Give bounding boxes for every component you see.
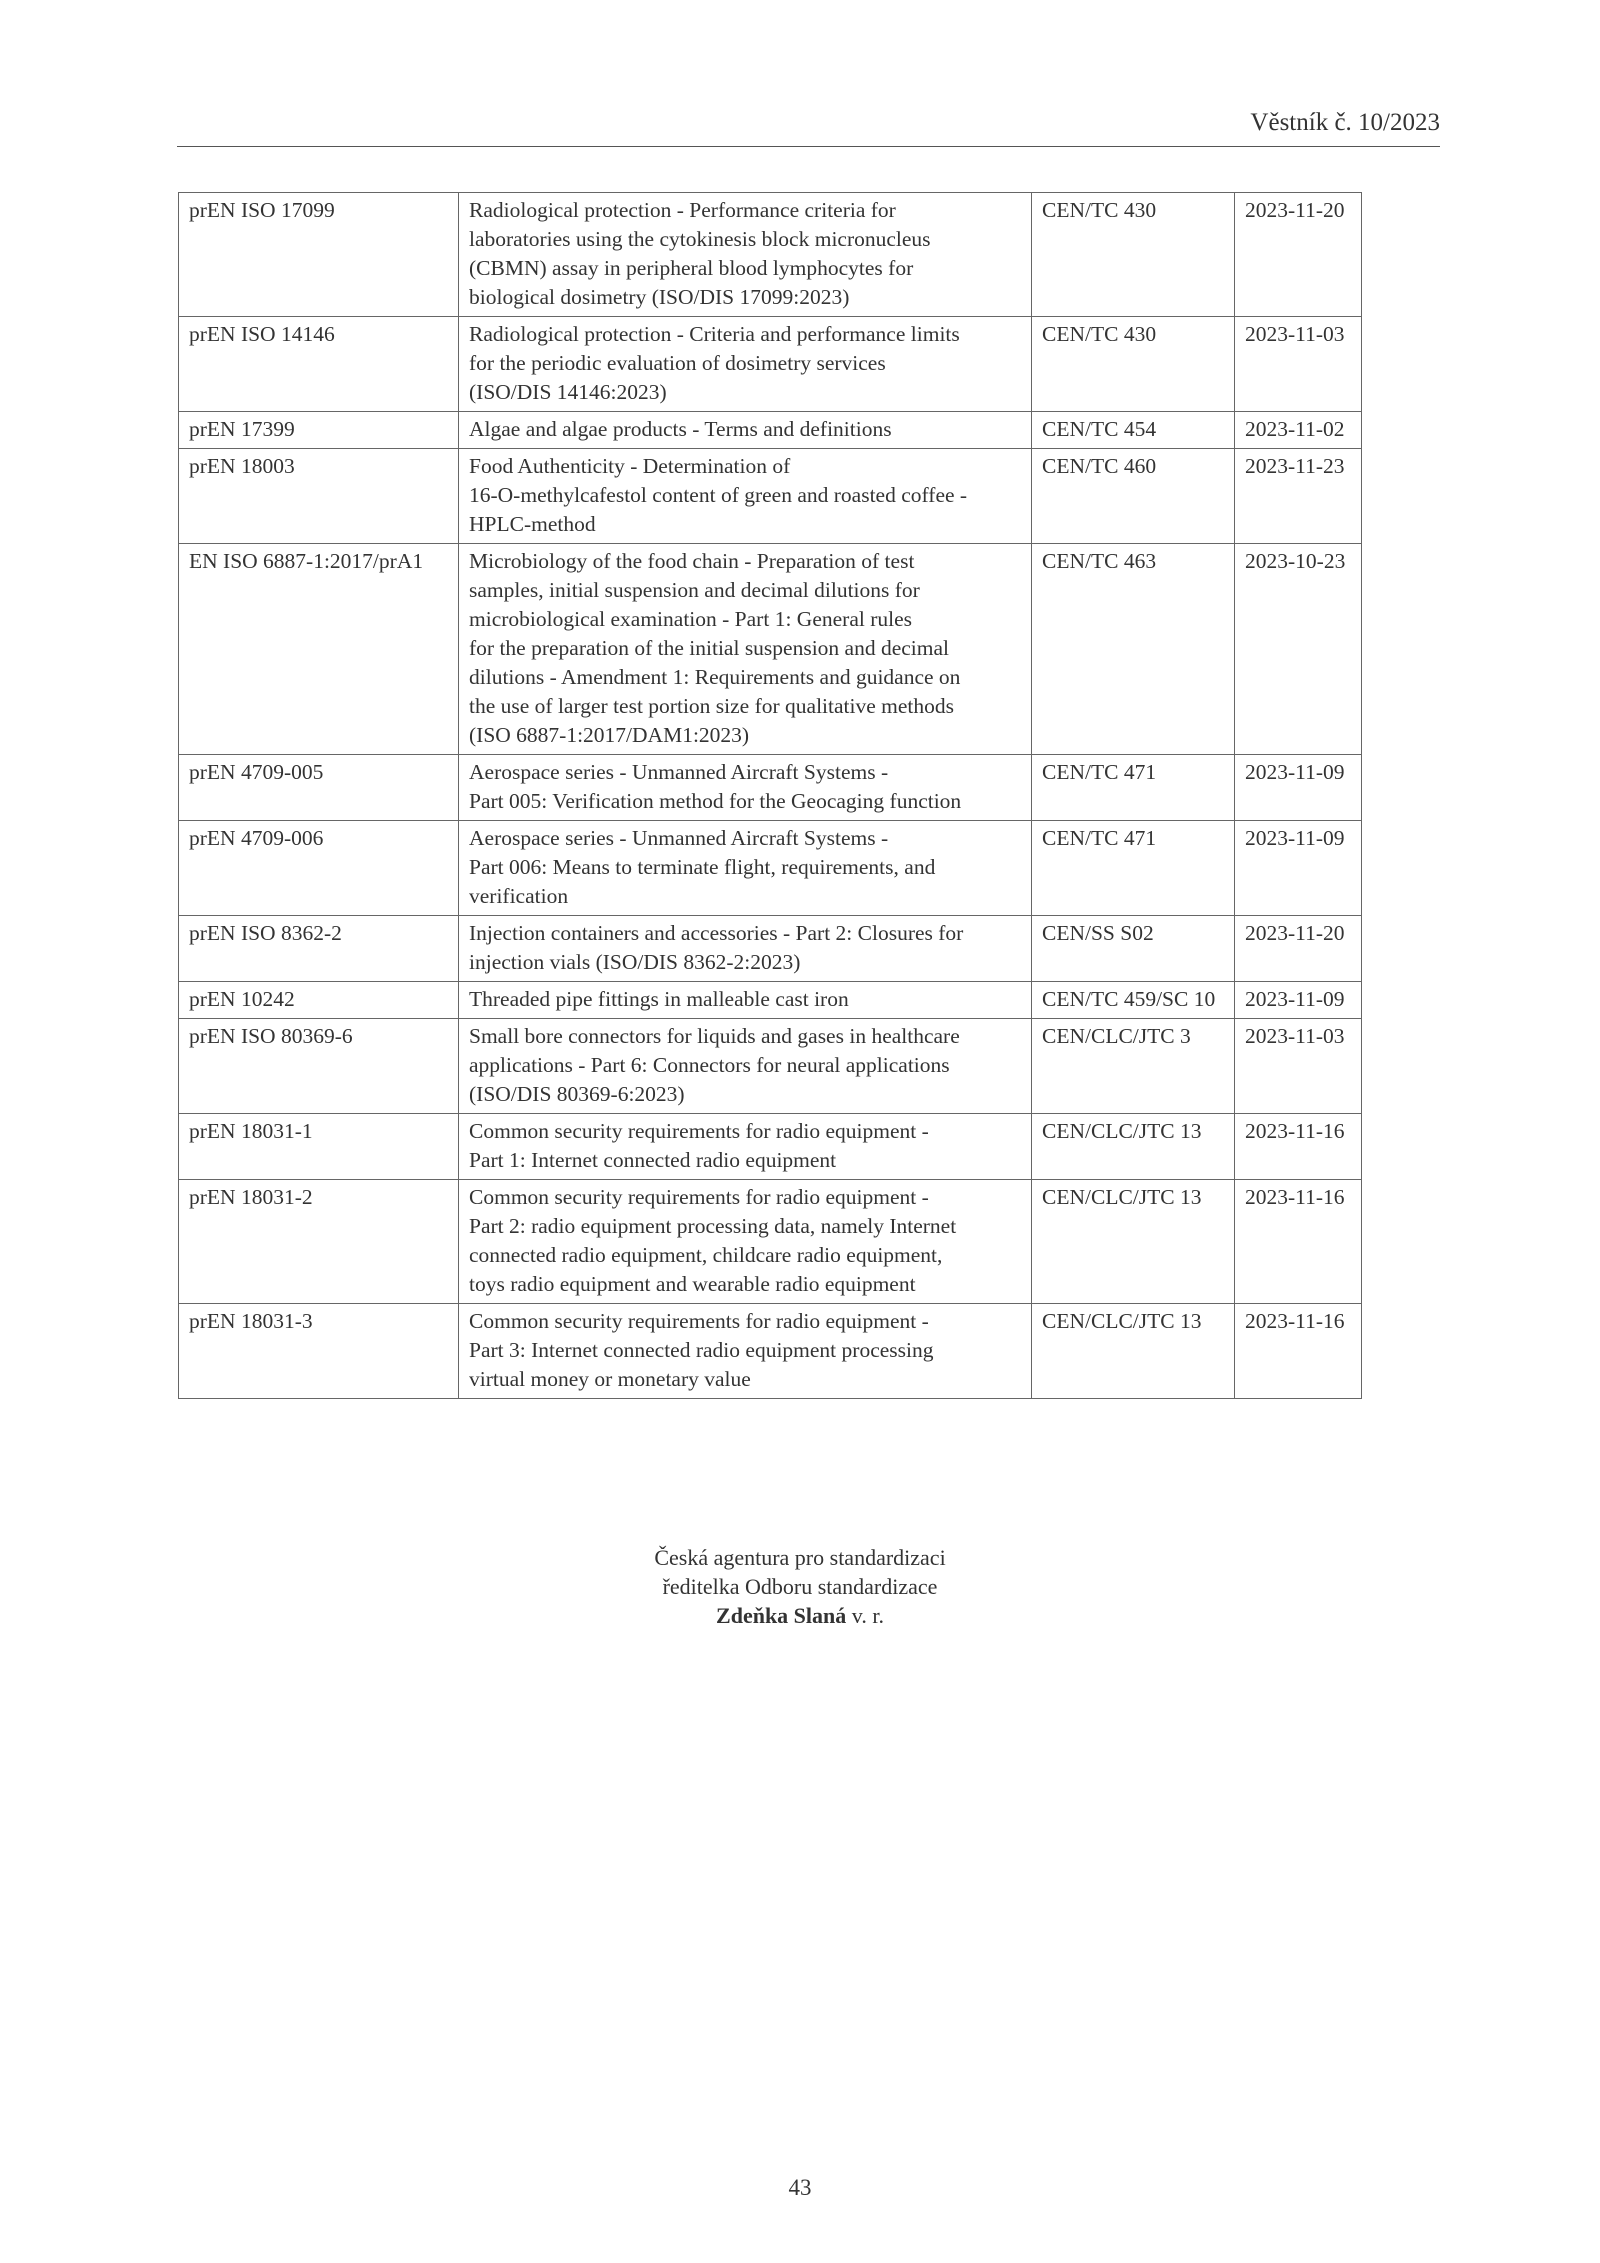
deadline-date-cell: 2023-11-16 [1235, 1180, 1362, 1304]
standard-title-line: injection vials (ISO/DIS 8362-2:2023) [469, 950, 801, 974]
page-number: 43 [788, 2175, 812, 2200]
standard-title-line: Aerospace series - Unmanned Aircraft Systems - [469, 826, 889, 850]
signature-signer [400, 1601, 1200, 1630]
standard-title-line: toys radio equipment and wearable radio equipment [469, 1272, 916, 1296]
standard-code-cell: prEN 17399 [179, 412, 459, 449]
standard-title-cell [459, 1180, 1032, 1304]
standard-title-line: Microbiology of the food chain - Preparation of test [469, 549, 915, 573]
deadline-date-cell: 2023-11-09 [1235, 821, 1362, 916]
table-row [179, 1180, 1362, 1304]
technical-committee-cell: CEN/CLC/JTC 3 [1032, 1019, 1235, 1114]
table-row [179, 916, 1362, 982]
standard-title-line: Part 1: Internet connected radio equipment [469, 1148, 837, 1172]
table-row [179, 982, 1362, 1019]
standards-table [178, 192, 1362, 1399]
standard-title-line: Radiological protection - Performance criteria for [469, 198, 896, 222]
standards-table-body [179, 193, 1362, 1399]
signature-name: Zdeňka Slaná [716, 1603, 847, 1628]
technical-committee-cell: CEN/TC 463 [1032, 544, 1235, 755]
header-rule [177, 146, 1440, 147]
table-row [179, 821, 1362, 916]
signature-agency: Česká agentura pro standardizaci [654, 1545, 946, 1570]
standard-title-line: Part 005: Verification method for the Geocaging function [469, 789, 962, 813]
standard-title-line: virtual money or monetary value [469, 1367, 751, 1391]
standard-code-cell: prEN 18003 [179, 449, 459, 544]
standard-title-line: Aerospace series - Unmanned Aircraft Systems - [469, 760, 889, 784]
table-row [179, 412, 1362, 449]
standard-title-line: Algae and algae products - Terms and definitions [469, 417, 892, 441]
standard-title-line: Injection containers and accessories - Part 2: Closures for [469, 921, 964, 945]
signature-block [400, 1543, 1200, 1630]
standard-title-cell [459, 755, 1032, 821]
table-row [179, 544, 1362, 755]
standard-title-cell [459, 1304, 1032, 1399]
standard-title-line: 16-O-methylcafestol content of green and roasted coffee - [469, 483, 968, 507]
standard-title-line: Part 006: Means to terminate flight, requirements, and [469, 855, 936, 879]
standard-code-cell: prEN 18031-1 [179, 1114, 459, 1180]
deadline-date-cell: 2023-11-16 [1235, 1304, 1362, 1399]
technical-committee-cell: CEN/TC 430 [1032, 317, 1235, 412]
deadline-date-cell: 2023-11-23 [1235, 449, 1362, 544]
standard-title-line: laboratories using the cytokinesis block micronucleus [469, 227, 931, 251]
deadline-date-cell: 2023-11-16 [1235, 1114, 1362, 1180]
running-header: Věstník č. 10/2023 [1250, 109, 1440, 136]
standard-title-line: (ISO/DIS 14146:2023) [469, 380, 667, 404]
table-row [179, 1019, 1362, 1114]
technical-committee-cell: CEN/SS S02 [1032, 916, 1235, 982]
standard-title-line: the use of larger test portion size for qualitative methods [469, 694, 955, 718]
technical-committee-cell: CEN/TC 460 [1032, 449, 1235, 544]
table-row [179, 755, 1362, 821]
standard-title-line: samples, initial suspension and decimal dilutions for [469, 578, 920, 602]
deadline-date-cell: 2023-11-20 [1235, 916, 1362, 982]
signature-role: ředitelka Odboru standardizace [662, 1574, 938, 1599]
standard-title-line: biological dosimetry (ISO/DIS 17099:2023) [469, 285, 850, 309]
standard-title-line: Small bore connectors for liquids and gases in healthcare [469, 1024, 960, 1048]
technical-committee-cell: CEN/TC 471 [1032, 821, 1235, 916]
standard-code-cell: prEN 18031-3 [179, 1304, 459, 1399]
deadline-date-cell: 2023-11-03 [1235, 1019, 1362, 1114]
standard-code-cell: prEN ISO 80369-6 [179, 1019, 459, 1114]
standard-title-cell [459, 1019, 1032, 1114]
standard-title-line: Part 2: radio equipment processing data, namely Internet [469, 1214, 957, 1238]
standard-title-line: Part 3: Internet connected radio equipment processing [469, 1338, 934, 1362]
standard-code-cell: prEN 18031-2 [179, 1180, 459, 1304]
table-row [179, 317, 1362, 412]
standard-title-line: Common security requirements for radio equipment - [469, 1185, 929, 1209]
standard-title-cell [459, 1114, 1032, 1180]
table-row [179, 193, 1362, 317]
standard-code-cell: prEN ISO 17099 [179, 193, 459, 317]
standard-title-cell [459, 821, 1032, 916]
deadline-date-cell: 2023-11-20 [1235, 193, 1362, 317]
signature-suffix: v. r. [846, 1603, 884, 1628]
deadline-date-cell: 2023-10-23 [1235, 544, 1362, 755]
standard-code-cell: prEN 4709-005 [179, 755, 459, 821]
standard-code-cell: EN ISO 6887-1:2017/prA1 [179, 544, 459, 755]
standard-title-line: Common security requirements for radio equipment - [469, 1309, 929, 1333]
standard-title-line: dilutions - Amendment 1: Requirements and guidance on [469, 665, 961, 689]
standard-title-cell [459, 449, 1032, 544]
technical-committee-cell: CEN/TC 454 [1032, 412, 1235, 449]
standard-title-cell [459, 544, 1032, 755]
standard-title-line: verification [469, 884, 569, 908]
standard-title-cell [459, 317, 1032, 412]
standard-title-cell [459, 412, 1032, 449]
standard-title-line: (ISO/DIS 80369-6:2023) [469, 1082, 685, 1106]
standard-title-line: microbiological examination - Part 1: General rules [469, 607, 912, 631]
standard-title-line: Food Authenticity - Determination of [469, 454, 791, 478]
technical-committee-cell: CEN/TC 430 [1032, 193, 1235, 317]
standard-title-line: connected radio equipment, childcare radio equipment, [469, 1243, 943, 1267]
standard-title-line: (ISO 6887-1:2017/DAM1:2023) [469, 723, 750, 747]
standard-title-line: Threaded pipe fittings in malleable cast iron [469, 987, 849, 1011]
technical-committee-cell: CEN/CLC/JTC 13 [1032, 1180, 1235, 1304]
standard-title-line: (CBMN) assay in peripheral blood lymphocytes for [469, 256, 914, 280]
standard-code-cell: prEN 4709-006 [179, 821, 459, 916]
standard-title-line: HPLC-method [469, 512, 596, 536]
technical-committee-cell: CEN/CLC/JTC 13 [1032, 1114, 1235, 1180]
standard-code-cell: prEN ISO 14146 [179, 317, 459, 412]
standard-code-cell: prEN ISO 8362-2 [179, 916, 459, 982]
standard-code-cell: prEN 10242 [179, 982, 459, 1019]
standard-title-line: for the preparation of the initial suspension and decimal [469, 636, 950, 660]
standard-title-cell [459, 982, 1032, 1019]
standard-title-cell [459, 916, 1032, 982]
standard-title-line: for the periodic evaluation of dosimetry services [469, 351, 886, 375]
standard-title-line: applications - Part 6: Connectors for neural applications [469, 1053, 950, 1077]
standard-title-line: Radiological protection - Criteria and performance limits [469, 322, 960, 346]
deadline-date-cell: 2023-11-02 [1235, 412, 1362, 449]
standard-title-cell [459, 193, 1032, 317]
deadline-date-cell: 2023-11-03 [1235, 317, 1362, 412]
table-row [179, 1114, 1362, 1180]
technical-committee-cell: CEN/CLC/JTC 13 [1032, 1304, 1235, 1399]
standard-title-line: Common security requirements for radio equipment - [469, 1119, 929, 1143]
deadline-date-cell: 2023-11-09 [1235, 982, 1362, 1019]
deadline-date-cell: 2023-11-09 [1235, 755, 1362, 821]
table-row [179, 1304, 1362, 1399]
technical-committee-cell: CEN/TC 471 [1032, 755, 1235, 821]
technical-committee-cell: CEN/TC 459/SC 10 [1032, 982, 1235, 1019]
table-row [179, 449, 1362, 544]
